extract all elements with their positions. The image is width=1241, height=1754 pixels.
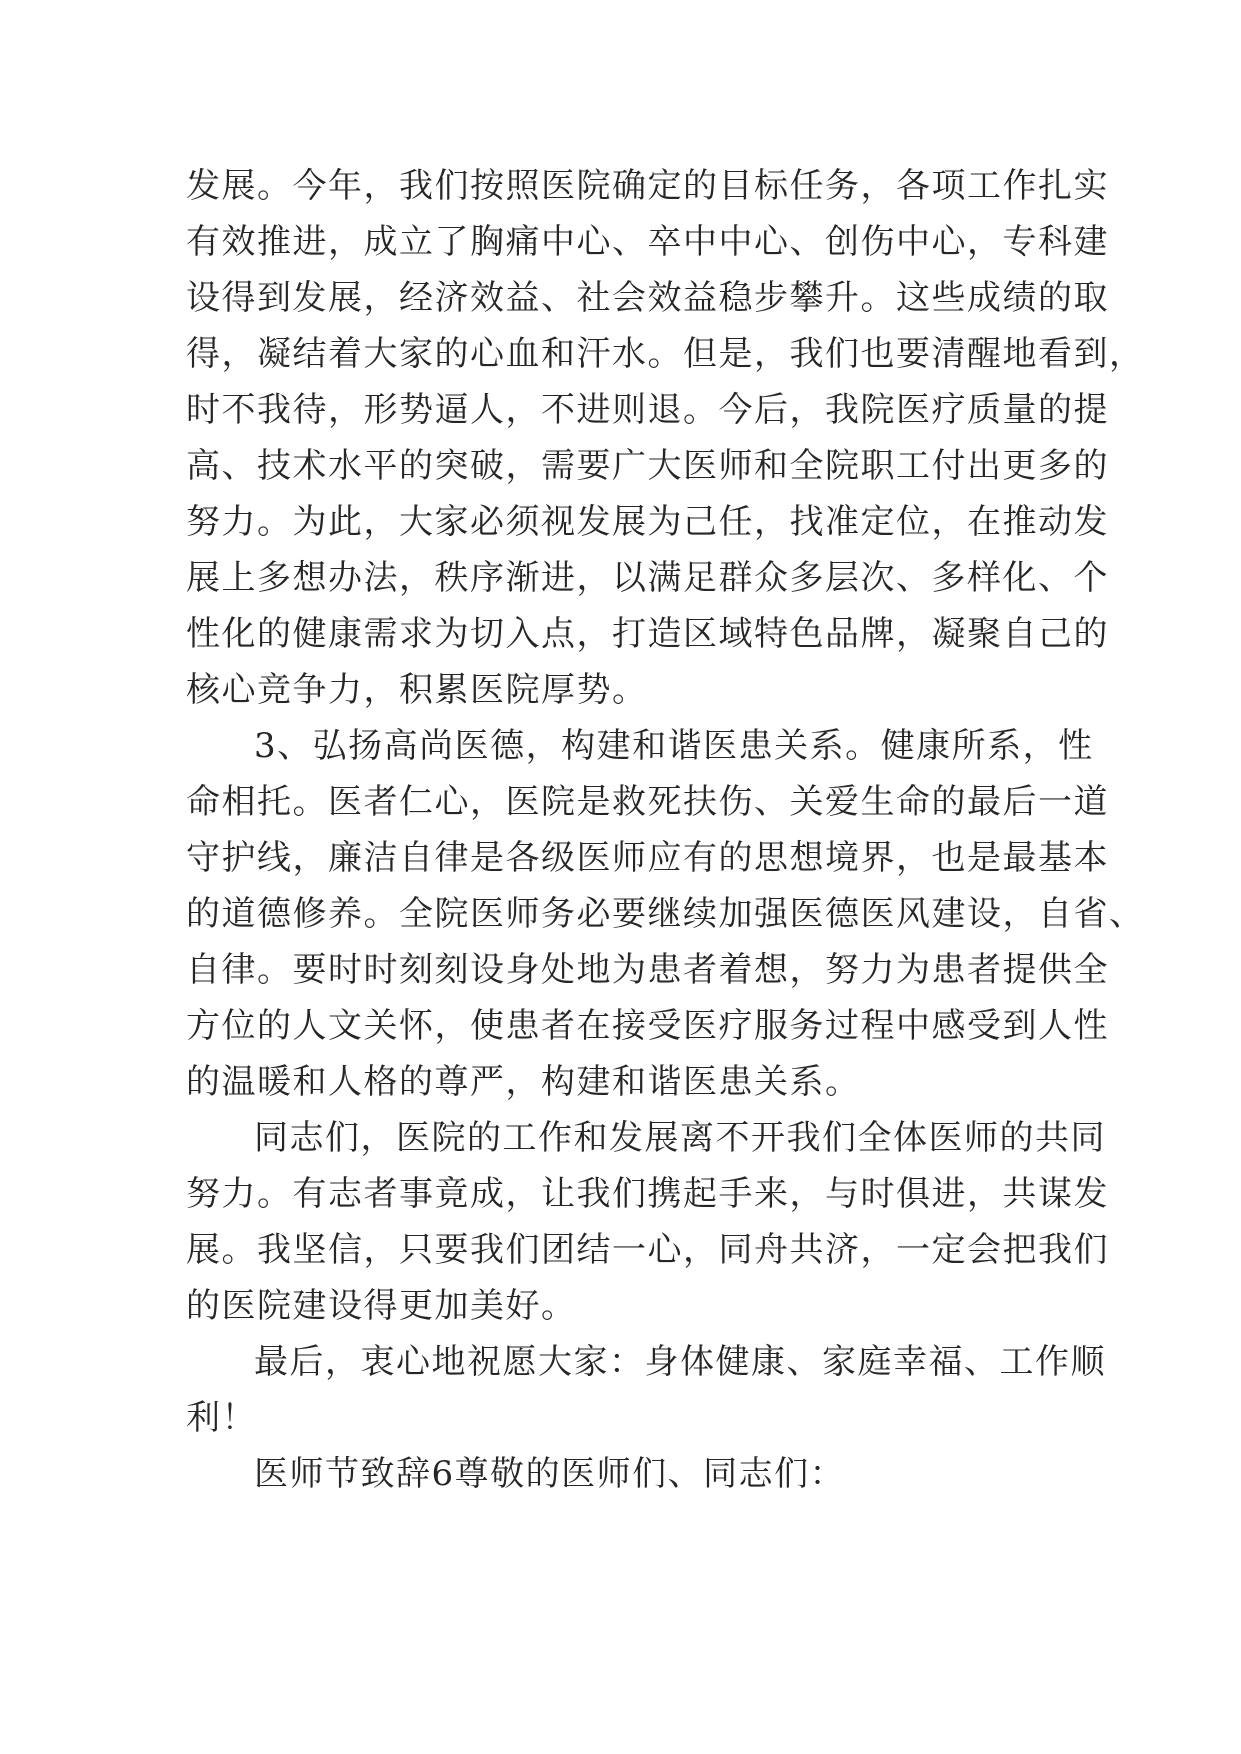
text-line: 的温暖和人格的尊严，构建和谐医患关系。 (186, 1062, 861, 1102)
text-line: 的道德修养。全院医师务必要继续加强医德医风建设，自省、 (186, 894, 1145, 934)
text-line: 3、弘扬高尚医德，构建和谐医患关系。健康所系，性 (254, 726, 1094, 766)
text-line: 努力。为此，大家必须视发展为己任，找准定位，在推动发 (186, 502, 1109, 542)
text-line: 高、技术水平的突破，需要广大医师和全院职工付出更多的 (186, 446, 1109, 486)
text-line: 命相托。医者仁心，医院是救死扶伤、关爱生命的最后一道 (186, 782, 1109, 822)
text-line: 性化的健康需求为切入点，打造区域特色品牌，凝聚自己的 (186, 614, 1109, 654)
text-line: 展。我坚信，只要我们团结一心，同舟共济，一定会把我们 (186, 1230, 1109, 1270)
text-line: 发展。今年，我们按照医院确定的目标任务，各项工作扎实 (186, 166, 1109, 206)
text-line: 展上多想办法，秩序渐进，以满足群众多层次、多样化、个 (186, 558, 1109, 598)
paragraph-medical-ethics (186, 718, 1145, 1110)
text-line: 方位的人文关怀，使患者在接受医疗服务过程中感受到人性 (186, 1006, 1109, 1046)
text-line: 得，凝结着大家的心血和汗水。但是，我们也要清醒地看到， (186, 334, 1145, 374)
paragraph-development (186, 158, 1145, 718)
document-body (186, 158, 1145, 1502)
text-line: 的医院建设得更加美好。 (186, 1286, 577, 1326)
paragraph-next-speech-heading (186, 1446, 1056, 1502)
text-line: 守护线，廉洁自律是各级医师应有的思想境界，也是最基本 (186, 838, 1109, 878)
text-line: 核心竞争力，积累医院厚势。 (186, 670, 648, 710)
text-line: 利！ (186, 1398, 257, 1438)
paragraph-closing-wishes (186, 1334, 1106, 1446)
text-line: 医师节致辞6尊敬的医师们、同志们： (254, 1454, 846, 1494)
paragraph-comrades (186, 1110, 1109, 1334)
text-line: 设得到发展，经济效益、社会效益稳步攀升。这些成绩的取 (186, 278, 1109, 318)
text-line: 有效推进，成立了胸痛中心、卒中中心、创伤中心，专科建 (186, 222, 1109, 262)
text-line: 努力。有志者事竟成，让我们携起手来，与时俱进，共谋发 (186, 1174, 1109, 1214)
text-line: 自律。要时时刻刻设身处地为患者着想，努力为患者提供全 (186, 950, 1109, 990)
text-line: 同志们，医院的工作和发展离不开我们全体医师的共同 (254, 1118, 1106, 1158)
text-line: 最后，衷心地祝愿大家：身体健康、家庭幸福、工作顺 (254, 1342, 1106, 1382)
text-line: 时不我待，形势逼人，不进则退。今后，我院医疗质量的提 (186, 390, 1109, 430)
